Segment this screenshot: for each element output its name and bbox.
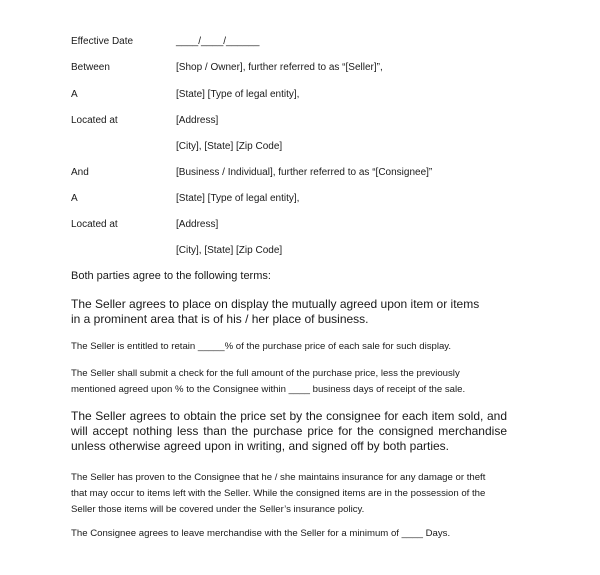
row-value: [City], [State] [Zip Code] bbox=[176, 245, 283, 256]
row-value: [Shop / Owner], further referred to as “[Seller]”, bbox=[176, 62, 383, 73]
clause-check: The Seller shall submit a check for the full amount of the purchase price, less the previously mentioned agreed upon % to the Consignee within ____ business days of receipt of the sale. bbox=[71, 368, 466, 395]
row-value: [State] [Type of legal entity], bbox=[176, 193, 300, 204]
row-value: ____/____/______ bbox=[176, 36, 260, 47]
row-value: [Business / Individual], further referred to as “[Consignee]” bbox=[176, 167, 433, 178]
clause-retain: The Seller is entitled to retain _____% of the purchase price of each sale for such display. bbox=[71, 341, 452, 352]
row-label: A bbox=[71, 193, 78, 204]
row-label: A bbox=[71, 89, 78, 100]
clause-insurance: The Seller has proven to the Consignee that he / she maintains insurance for any damage or theft that may occur to items left with the Seller. While the consigned items are in the possession of the Seller those items will be covered under the Seller’s insurance policy. bbox=[71, 472, 486, 515]
clause-price: The Seller agrees to obtain the price set by the consignee for each item sold, and will accept nothing less than the purchase price for the consigned merchandise unless otherwise agreed upon in writing, and signed off by both parties. bbox=[71, 409, 507, 453]
row-value: [City], [State] [Zip Code] bbox=[176, 141, 283, 152]
row-value: [Address] bbox=[176, 219, 219, 230]
row-label: Located at bbox=[71, 219, 118, 230]
row-label: Between bbox=[71, 62, 110, 73]
clause-minimum: The Consignee agrees to leave merchandise with the Seller for a minimum of ____ Days. bbox=[71, 528, 451, 539]
row-value: [State] [Type of legal entity], bbox=[176, 89, 300, 100]
clause-display: The Seller agrees to place on display the mutually agreed upon item or items in a prominent area that is of his / her place of business. bbox=[71, 297, 480, 326]
terms-intro: Both parties agree to the following terms: bbox=[71, 270, 271, 282]
row-label: Located at bbox=[71, 115, 118, 126]
row-label: Effective Date bbox=[71, 36, 134, 47]
row-value: [Address] bbox=[176, 115, 219, 126]
row-label: And bbox=[71, 167, 89, 178]
